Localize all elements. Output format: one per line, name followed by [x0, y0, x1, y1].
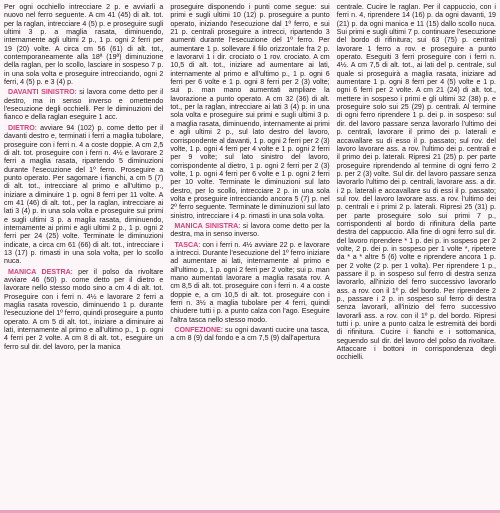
section-heading: MANICA DESTRA	[8, 267, 71, 276]
paragraph-text: : per il polso da rivoltare avviare 46 (50) p. come detto per il dietro e lavorare nello stesso modo sino a cm 4 di alt. tot. Proseguire con i ferri n. 4½ e lavorare 2 ferri a maglia rasata rovescio, diminuendo 1 p. durante l'esecuzione del 1º ferro, quindi proseguire a punto operato. A cm 5 di alt. tot., iniziare a diminuire ai lati, internamente al primo e all'ultimo p., 1 p. ogni 4 ferri per 2 volte. A cm 8 di alt. tot., eseguire un ferro sul dir. del lavoro, per la manica	[4, 267, 164, 351]
paragraph-text: Per ogni occhiello intrecciare 2 p. e avviarli a nuovo nel ferro seguente. A cm 41 (45) di alt. tot. per la raglan, intrecciare 4 (5) p. e proseguire sugli ultimi 3 p. a maglia rasata, diminuendo, internamente agli ultimi 2 p., 1 p. ogni 2 ferri per 19 (20) volte. A circa cm 56 (61) di alt. tot., contemporaneamente alla 18ª (19ª) diminuzione della raglan, per lo scollo, lasciare in sospeso 7 p. in una sola volta e proseguire intrecciando, ogni 2 ferri, 4 (5) p. e 3 (4) p.	[4, 3, 164, 87]
paragraph-text: : si lavora come detto per il destro, ma in senso inverso e omettendo l'esecuzione degli occhielli. Per le diminuzioni del fianco e della raglan eseguire 1 acc.	[4, 88, 164, 122]
section-heading: MANICA SINISTRA	[174, 221, 239, 230]
paragraph	[4, 124, 163, 266]
paragraph	[337, 3, 496, 362]
paragraph	[4, 3, 163, 86]
paragraph-text: centrale. Cucire le raglan. Per il cappuccio, con i ferri n. 4, riprendere 14 (16) p. da ogni davanti, 19 (21) p. da ogni manica e 11 (15) dallo scollo nuca. Sui primi e sugli ultimi 7 p. continuare l'esecuzione del bordo di rifinitura; sui 63 (75) p. centrali lavorare 1 ferro a rov. e proseguire a punto operato. Eseguiti 3 ferri proseguire con i ferri n. 4½. A cm 7,5 di alt. tot., ai lati del p. centrale, sul quale si proseguirà a maglia rasata, iniziare ad aumentare 1 p. ogni 8 ferri per 4 (5) volte e 1 p. ogni 6 ferri per 2 volte. A cm 21 (24) di alt. tot., mettere in sospeso i primi e gli ultimi 32 (38) p. e proseguire solo sui 25 (29) p. centrali. Al termine di ogni ferro riprendere 1 p. dei p. in sospeso: sul dir. del lavoro passare senza lavorarlo l'ultimo dei p. centrali, lavorare il primo dei p. laterali e accavallare su di esso il p. passato; sul rov. del lavoro lavorare ass. a rov. l'ultimo dei p. centrali e il primo dei p. laterali. Ripresi 21 (25) p. per parte proseguire riprendendo al termine di ogni ferro 2 p. per 2 (3) volte. Sul dir. del lavoro passare senza lavorarlo l'ultimo dei p. centrali, lavorare ass. a dir. i 2 p. laterali e accavallare su di essi il p. passato; sul rov. del lavoro lavorare ass. a rov. l'ultimo dei p. centrali e i primi 2 p. laterali. Ripresi 25 (31) p. per parte proseguire solo sui primi 7 p., corrispondenti al bordo di rifinitura della parte destra del cappuccio. Alla fine di ogni ferro sul dir. del lavoro riprendere * 1 p. dei p. in sospeso per 2 volte, 2 p. dei p. in sospeso per 1 volte *, ripetere da * a * altre 5 (6) volte e riprendere ancora 1 p. per 2 volte (2 p. per 1 volta). Per riprendere 1 p., passare il p. in sospeso sul ferro di destra senza lavorarlo, all'inizio del ferro successivo lavorarlo ass. a rov. con il 1º p. del bordo. Per riprendere 2 p., passare i 2 p. in sospeso sul ferro di destra senza lavorarli, all'inizio del ferro successivo lavorarli ass. a rov. con il 1º p. del bordo. Ripresi tutti i p. unire a punto calza le estremità dei bordi di rifinitura. Cucire i fianchi e i sottomanica, seguendo sul dir. del lavoro del polso da rivoltare. Attaccare i bottoni in corrispondenza degli occhielli.	[336, 3, 496, 362]
paragraph-text: : avviare 94 (102) p. come detto per il davanti destro e, terminati i ferri a maglia tubolare, proseguire con i ferri n. 4 a coste doppie. A cm 2,5 di alt. tot. proseguire con i ferri n. 4½ e lavorare 2 ferri a maglia rasata, ripartendo 5 diminuzioni durante l'esecuzione del 1º ferro. Proseguire a punto operato. Per sagomare i fianchi, a cm 5 (7) di alt. tot., intrecciare al primo e all'ultimo p., iniziare a diminuire 1 p. ogni 8 ferri per 11 volte. A cm 41 (46) di alt. tot., per la raglan, intrecciare ai lati 3 (4) p. in una sola volta e proseguire sui primi e sugli ultimi 3 p. a maglia rasata, diminuendo, internamente ai primi e agli ultimi 2 p., 1 p. ogni 2 ferri per 24 (25) volte. Terminate le diminuzioni indicate, a circa cm 61 (66) di alt. tot., intrecciare i 13 (17) p. rimasti in una sola volta, per lo scollo nuca.	[4, 123, 164, 266]
section-heading: TASCA	[174, 240, 199, 249]
paragraph	[4, 88, 163, 121]
text-column-1	[4, 3, 163, 513]
text-column-2	[170, 3, 329, 513]
paragraph	[170, 241, 329, 324]
paragraph-text: : su ogni davanti cucire una tasca, a cm 8 (9) dal fondo e a cm 7,5 (9) dall'apertura	[170, 326, 330, 343]
section-heading: DIETRO	[8, 123, 35, 132]
paragraph-text: proseguire disponendo i punti come segue: sui primi e sugli ultimi 10 (12) p. proseguire a punto operato, iniziando l'esecuzione dal 1º ferro, e sui 21 p. centrali proseguire a intrecci, ripartendo 3 aumenti durante l'esecuzione del 1º ferro. Per aumentare 1 p. sollevare il filo orizzontale fra 2 p. e lavorarvi 1 i dir. crociato o 1 rov. crociato. A cm 10,5 di alt. tot., iniziare ad aumentare ai lati, internamente al primo e all'ultimo p., 1 p. ogni 6 ferri per 6 volte e 1 p. ogni 8 ferri per 2 (3) volte; sui p. man mano aumentati ampliare la lavorazione a punto operato. A cm 32 (36) di alt. tot., per la raglan, intrecciare ai lati 3 (4) p. in una sola volta e proseguire sui primi e sugli ultimi 3 p. a maglia rasata, diminuendo, internamente ai primi e agli ultimi 2 p., sul lato destro del lavoro, corrispondente al davanti, 1 p. ogni 2 ferri per 2 (3) volte, 1 p. ogni 4 ferri per 4 volte e 1 p. ogni 2 ferri per 9 volte; sul lato sinistro del lavoro, corrispondente al dietro, 1 p. ogni 2 ferri per 2 (3) volte, 1 p. ogni 4 ferri per 6 volte e 1 p. ogni 2 ferri per 10 volte. Terminate le diminuzioni sul lato destro, per lo scollo, intrecciare 2 p. in una sola volta e proseguire intrecciando ancora 5 (7) p. nel 2º ferro seguente. Terminate le diminuzioni sul lato sinistro, intrecciare i 4 p. rimasti in una sola volta.	[170, 3, 330, 220]
section-heading: DAVANTI SINISTRO	[8, 88, 75, 97]
paragraph	[170, 3, 329, 220]
paragraph-text: : si lavora come detto per la destra, ma in senso inverso.	[170, 221, 330, 239]
text-column-3	[337, 3, 496, 513]
paragraph	[4, 268, 163, 351]
paragraph	[170, 326, 329, 343]
section-heading: CONFEZIONE	[174, 326, 221, 335]
paragraph	[170, 222, 329, 239]
paragraph-text: : con i ferri n. 4½ avviare 22 p. e lavorare a intrecci. Durante l'esecuzione del 1º ferro iniziare ad aumentare ai lati, internamente al primo e all'ultimo p., 1 p. ogni 2 ferri per 2 volte; sui p. man mano aumentati lavorare a maglia rasata rov. A cm 8,5 di alt. tot. proseguire con i ferri n. 4 a coste doppie e, a cm 10,5 di alt. tot. proseguire con i ferri n. 3½ a maglia tubolare per 4 ferri, quindi chiudere tutti i p. a punto calza con l'ago. Eseguire l'altra tasca nello stesso modo.	[170, 240, 330, 324]
